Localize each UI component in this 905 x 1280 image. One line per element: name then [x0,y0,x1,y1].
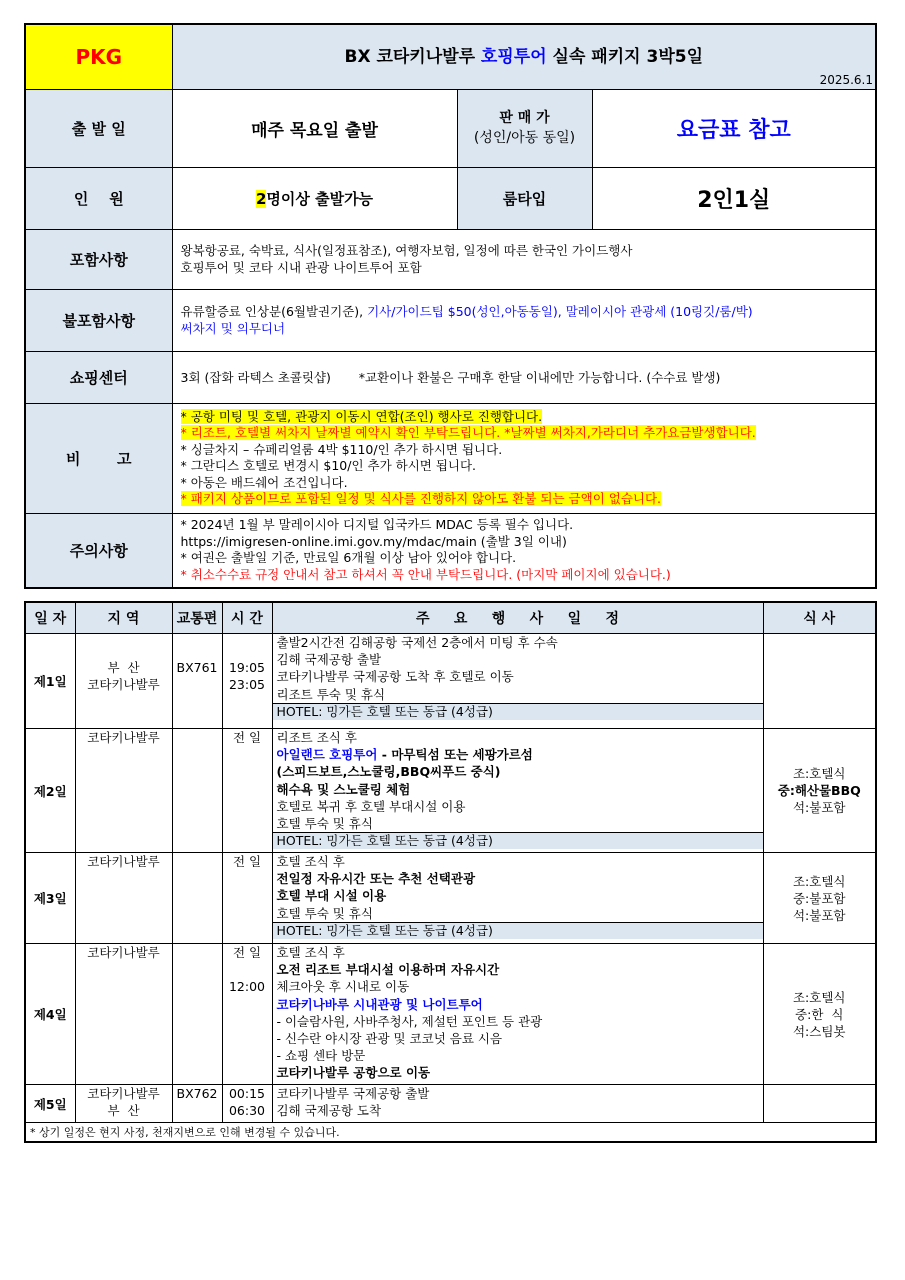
time-cell: 00:15 06:30 [222,1085,272,1123]
time-cell: 19:05 23:05 [222,634,272,729]
schedule-footnote: * 상기 일정은 현지 사정, 천재지변으로 인해 변경될 수 있습니다. [25,1123,876,1143]
shopping-value: 3회 (잡화 라텍스 초콜릿샵) *교환이나 환불은 구매후 한달 이내에만 가능합니다. (수수료 발생) [172,351,876,403]
package-info-table [24,23,877,589]
people-value: 2명이상 출발가능 [172,167,457,229]
include-value: 왕복항공료, 숙박료, 식사(일정표참조), 여행자보험, 일정에 따른 한국인 가이드행사 호핑투어 및 코타 시내 관광 나이트투어 포함 [172,229,876,289]
schedule-row-day3 [25,853,876,944]
day-label: 제4일 [25,944,75,1085]
plan-cell: 출발2시간전 김해공항 국제선 2층에서 미팅 후 수속 김해 국제공항 출발 코타키나발루 국제공항 도착 후 호텔로 이동 리조트 투숙 및 휴식 HOTEL: 밍가든 호텔 또는 동급 (4성급) [272,634,763,729]
plan-cell: 코타키나발루 국제공항 출발 김해 국제공항 도착 [272,1085,763,1123]
transport-cell: BX761 [172,634,222,729]
meal-cell [763,1085,876,1123]
pkg-label: PKG [25,24,172,89]
transport-cell: BX762 [172,1085,222,1123]
header-plan: 주 요 행 사 일 정 [272,602,763,634]
header-transport: 교통편 [172,602,222,634]
package-title-cell [172,24,876,89]
meal-cell [763,634,876,729]
package-title: BX 코타키나발루 호핑투어 실속 패키지 3박5일 [344,47,703,67]
shopping-label: 쇼핑센터 [25,351,172,403]
day-label: 제2일 [25,729,75,853]
price-label: 판 매 가 (성인/아동 동일) [457,89,592,167]
include-label: 포함사항 [25,229,172,289]
departure-value: 매주 목요일 출발 [172,89,457,167]
schedule-row-day4 [25,944,876,1085]
caution-label: 주의사항 [25,513,172,588]
price-value: 요금표 참고 [592,89,876,167]
region-cell: 코타키나발루 [75,853,172,944]
schedule-row-day5 [25,1085,876,1123]
plan-cell: 호텔 조식 후 오전 리조트 부대시설 이용하며 자유시간 체크아웃 후 시내로 이동 코타키나바루 시내관광 및 나이트투어 - 이슬람사원, 사바주청사, 제설턴 포인트 등 관광 - 신수란 야시장 관광 및 코코넛 음료 시음 - 쇼핑 센타 방문 코타키나발루 공항으로 이동 [272,944,763,1085]
schedule-row-day1 [25,634,876,729]
hotel-info: HOTEL: 밍가든 호텔 또는 동급 (4성급) [273,832,763,849]
time-cell: 전 일 12:00 [222,944,272,1085]
time-cell: 전 일 [222,729,272,853]
schedule-table [24,601,877,1143]
meal-cell: 조:호텔식 중:한 식 석:스팀봇 [763,944,876,1085]
remarks-label: 비 고 [25,403,172,513]
room-type-label: 룸타입 [457,167,592,229]
schedule-header-row [25,602,876,634]
room-type-value: 2인1실 [592,167,876,229]
header-meal: 식 사 [763,602,876,634]
exclude-value: 유류할증료 인상분(6월발권기준), 기사/가이드팁 $50(성인,아동동일), 말레이시아 관광세 (10링깃/룸/박) 써차지 및 의무디너 [172,289,876,351]
transport-cell [172,944,222,1085]
people-label: 인 원 [25,167,172,229]
time-cell: 전 일 [222,853,272,944]
hotel-info: HOTEL: 밍가든 호텔 또는 동급 (4성급) [273,703,763,720]
transport-cell [172,853,222,944]
region-cell: 부 산 코타키나발루 [75,634,172,729]
header-day: 일 자 [25,602,75,634]
document-date: 2025.6.1 [819,72,873,87]
departure-label: 출 발 일 [25,89,172,167]
hotel-info: HOTEL: 밍가든 호텔 또는 동급 (4성급) [273,922,763,939]
caution-value: * 2024년 1월 부 말레이시아 디지털 입국카드 MDAC 등록 필수 입니다. https://imigresen-online.imi.gov.my/mdac/main (출발 3일 이내) * 여권은 출발일 기준, 만료일 6개월 이상 남아 있어야 합니다. * 취소수수료 규정 안내서 참고 하셔서 꼭 안내 부탁드립니다. (마지막 페이지에 있습니다.) [172,513,876,588]
header-region: 지 역 [75,602,172,634]
day-label: 제1일 [25,634,75,729]
region-cell: 코타키나발루 [75,944,172,1085]
header-time: 시 간 [222,602,272,634]
region-cell: 코타키나발루 부 산 [75,1085,172,1123]
meal-cell: 조:호텔식 중:해산물BBQ 석:불포함 [763,729,876,853]
transport-cell [172,729,222,853]
schedule-footnote-row [25,1123,876,1143]
day-label: 제3일 [25,853,75,944]
region-cell: 코타키나발루 [75,729,172,853]
plan-cell: 호텔 조식 후 전일정 자유시간 또는 추천 선택관광 호텔 부대 시설 이용 호텔 투숙 및 휴식 HOTEL: 밍가든 호텔 또는 동급 (4성급) [272,853,763,944]
meal-cell: 조:호텔식 중:불포함 석:불포함 [763,853,876,944]
plan-cell: 리조트 조식 후 아일랜드 호핑투어 - 마무틱섬 또는 세팡가르섬 (스피드보트,스노쿨링,BBQ씨푸드 중식) 해수욕 및 스노쿨링 체험 호텔로 복귀 후 호텔 부대시설 이용 호텔 투숙 및 휴식 HOTEL: 밍가든 호텔 또는 동급 (4성급) [272,729,763,853]
remarks-value: * 공항 미팅 및 호텔, 관광지 이동시 연합(조인) 행사로 진행합니다. * 리조트, 호텔별 써차지 날짜별 예약시 확인 부탁드립니다. *날짜별 써차지,가라디너 추가요금발생합니다. * 싱글차지 – 슈페리얼룸 4박 $110/인 추가 하시면 됩니다. * 그란디스 호텔로 변경시 $10/인 추가 하시면 됩니다. * 아동은 배드쉐어 조건입니다. * 패키지 상품이므로 포함된 일정 및 식사를 진행하지 않아도 환불 되는 금액이 없습니다. [172,403,876,513]
schedule-row-day2 [25,729,876,853]
exclude-label: 불포함사항 [25,289,172,351]
day-label: 제5일 [25,1085,75,1123]
